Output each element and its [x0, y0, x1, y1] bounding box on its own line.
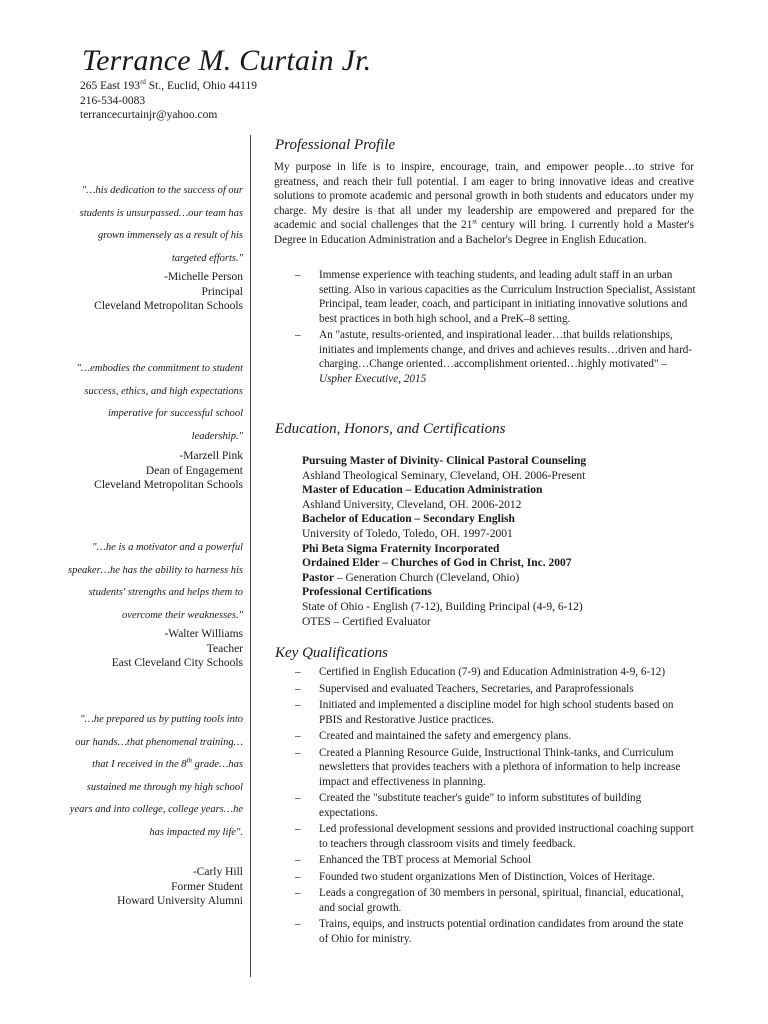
list-item: – Created a Planning Resource Guide, Instructional Think-tanks, and Curriculum newsletters that provides teachers with a plethora of information to help increase impact and effectiveness in planning. — [295, 746, 695, 790]
education-line: Professional Certifications — [302, 586, 432, 599]
section-title-education: Education, Honors, and Certifications — [275, 421, 506, 437]
testimonial-quote: "…he prepared us by putting tools into our hands…that phenomenal training… that I received in the 8th grade…has sustained me through my high school years and into college, college years…he has impacted my life". — [69, 714, 243, 838]
profile-bullets — [295, 268, 700, 388]
testimonial-quote: "…his dedication to the success of our students is unsurpassed…our team has grown immensely as a result of his targeted efforts." — [79, 185, 243, 264]
education-line: Ashland University, Cleveland, OH. 2006-2012 — [302, 498, 522, 511]
list-item: – Supervised and evaluated Teachers, Secretaries, and Paraprofessionals — [295, 682, 695, 697]
education-line: Phi Beta Sigma Fraternity Incorporated — [302, 542, 500, 555]
testimonial-attribution: -Walter Williams Teacher East Cleveland City Schools — [111, 628, 243, 669]
list-item: – Initiated and implemented a discipline model for high school students based on PBIS and Restorative Justice practices. — [295, 698, 695, 727]
list-item: – Trains, equips, and instructs potential ordination candidates from around the state of Ohio for ministry. — [295, 917, 695, 946]
list-item: – An "astute, results-oriented, and inspirational leader…that builds relationships, initiates and implements change, and drives and achieves results…driven and hard-charging…Change oriented…accomplishment oriented…highly motivated" – Uspher Executive, 2015 — [295, 328, 700, 386]
testimonial-quote: "…embodies the commitment to student success, ethics, and high expectations imperative for successful school leadership." — [76, 363, 243, 442]
education-line: Ashland Theological Seminary, Cleveland, OH. 2006-Present — [302, 469, 586, 482]
education-line: State of Ohio - English (7-12), Building Principal (4-9, 6-12) — [302, 600, 583, 613]
testimonial-attribution: -Marzell Pink Dean of Engagement Cleveland Metropolitan Schools — [94, 450, 243, 491]
phone: 216-534-0083 — [80, 94, 146, 107]
resume-name: Terrance M. Curtain Jr. — [82, 44, 372, 77]
testimonial-attribution: -Carly Hill Former Student Howard University Alumni — [117, 866, 243, 907]
list-item: – Created and maintained the safety and emergency plans. — [295, 729, 695, 744]
education-list — [302, 454, 586, 629]
list-item: – Founded two student organizations Men of Distinction, Voices of Heritage. — [295, 870, 695, 885]
qualifications-list — [295, 665, 695, 948]
list-item: – Immense experience with teaching students, and leading adult staff in an urban setting. Also in various capacities as the Curriculum Instruction Specialist, Assistant Principal, team leader, coach, and participant in initiating innovative solutions and best practices in both high school, and a PreK–8 setting. — [295, 268, 700, 326]
section-title-profile: Professional Profile — [275, 137, 396, 153]
section-title-qualifications: Key Qualifications — [275, 645, 388, 661]
email: terrancecurtainjr@yahoo.com — [80, 109, 218, 121]
education-line: Pursuing Master of Divinity- Clinical Pastoral Counseling — [302, 455, 587, 467]
education-line: Master of Education – Education Administration — [302, 484, 543, 497]
testimonial-attribution: -Michelle Person Principal Cleveland Metropolitan Schools — [94, 271, 243, 312]
address: 265 East 193rd St., Euclid, Ohio 44119 — [80, 78, 257, 92]
list-item: – Certified in English Education (7-9) and Education Administration 4-9, 6-12) — [295, 665, 695, 680]
list-item: – Created the "substitute teacher's guide" to inform substitutes of building expectations. — [295, 791, 695, 820]
education-line: Pastor – Generation Church (Cleveland, Ohio) — [302, 571, 520, 584]
education-line: University of Toledo, Toledo, OH. 1997-2001 — [302, 527, 513, 540]
profile-paragraph: My purpose in life is to inspire, encourage, train, and empower people…to strive for greatness, and reach their full potential. I am eager to bring innovative ideas and creative solutions to promote academic and personal growth in both students and educators under my charge. My desire is that all under my leadership are empowered and prepared for the academic and social challenges that the 21st century will bring. I currently hold a Master's Degree in Education Administration and a Bachelor's Degree in English Education. — [274, 161, 695, 246]
education-line: OTES – Certified Evaluator — [302, 615, 431, 628]
list-item: – Leads a congregation of 30 members in personal, spiritual, financial, educational, and social growth. — [295, 886, 695, 915]
education-line: Bachelor of Education – Secondary English — [302, 513, 515, 526]
contact-block — [80, 79, 257, 123]
list-item: – Enhanced the TBT process at Memorial School — [295, 853, 695, 868]
education-line: Ordained Elder – Churches of God in Christ, Inc. 2007 — [302, 557, 572, 570]
list-item: – Led professional development sessions and provided instructional coaching support to teachers through classroom visits and timely feedback. — [295, 822, 695, 851]
testimonial-quote: "…he is a motivator and a powerful speaker…he has the ability to harness his students' strengths and helps them to overcome their weaknesses." — [68, 542, 243, 621]
column-divider — [250, 135, 251, 977]
